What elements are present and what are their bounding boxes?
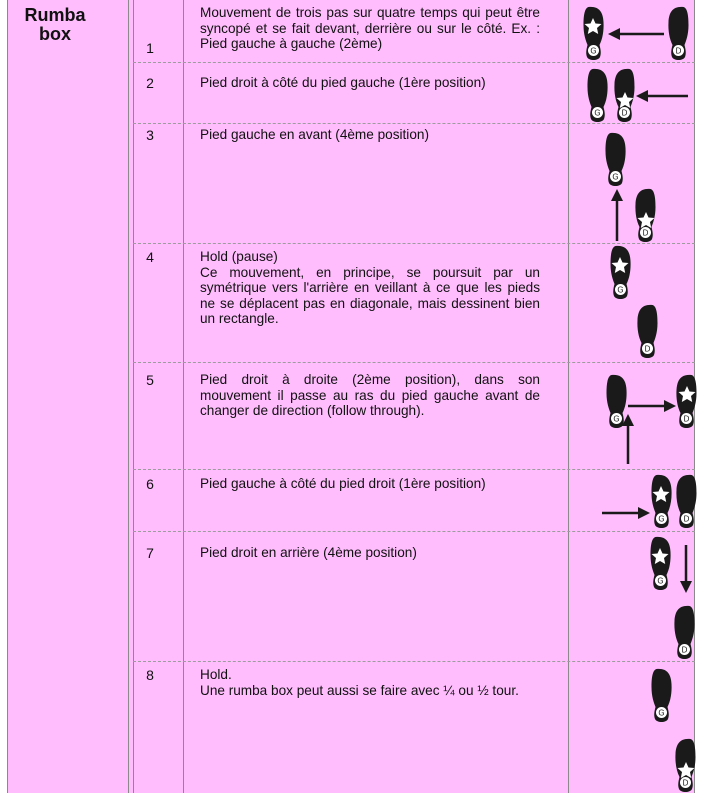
step-number: 1 [146,40,154,56]
left-foot-icon [652,475,672,528]
footwork-diagram-step-8 [572,661,688,793]
footwork-diagram-step-4 [572,243,688,362]
svg-text:G: G [590,46,597,56]
svg-text:G: G [658,708,665,718]
svg-text:G: G [612,172,619,182]
step-number: 4 [146,249,154,265]
step-description: Pied gauche en avant (4ème position) [200,127,429,142]
svg-text:D: D [675,46,682,56]
step-description: Pied droit à droite (2ème position), dans son mouvement il passe au ras du pied gauche avant de changer de direction (follow through). [200,372,540,418]
arrow-left-icon [636,90,688,102]
footwork-diagram-step-6 [572,469,688,531]
left-foot-icon [651,537,671,590]
step-number: 5 [146,372,154,388]
right-foot-icon [668,7,688,60]
footwork-diagram-step-2 [572,62,688,124]
svg-text:G: G [617,285,624,295]
left-foot-icon [607,375,627,428]
column-divider [183,0,184,793]
step-number: 2 [146,75,154,91]
arrow-right-icon [602,507,650,519]
right-foot-icon [674,606,694,659]
svg-text:D: D [682,778,689,788]
right-foot-icon [635,189,655,242]
left-foot-icon [606,133,626,186]
svg-text:D: D [644,344,651,354]
step-description: Mouvement de trois pas sur quatre temps qui peut être syncopé et se fait devant, derrière ou sur le côté. Ex. : Pied gauche à gauche (2ème) [200,5,540,51]
svg-text:G: G [613,414,620,424]
step-description: Pied droit à côté du pied gauche (1ère position) [200,75,486,90]
step-number: 7 [146,545,154,561]
footwork-diagram-step-1 [572,0,688,62]
right-foot-icon [676,375,696,428]
footwork-diagram-step-3 [572,123,688,243]
svg-text:G: G [657,576,664,586]
left-border [7,0,8,793]
svg-text:D: D [683,414,690,424]
right-foot-icon [637,305,657,358]
svg-text:D: D [681,645,688,655]
svg-text:D: D [642,228,649,238]
svg-text:D: D [683,514,690,524]
right-foot-icon [614,69,634,122]
footwork-diagram-step-5 [572,362,688,469]
column-divider [133,0,134,793]
dance-title: Rumba box [24,5,86,44]
left-foot-icon [588,69,608,122]
step-description: Pied gauche à côté du pied droit (1ère position) [200,476,486,491]
svg-text:G: G [658,514,665,524]
column-divider [568,0,569,793]
svg-text:D: D [621,108,628,118]
arrow-up-icon [611,189,623,241]
left-foot-icon [652,669,672,722]
arrow-left-icon [608,28,664,40]
arrow-up-right-icon [622,400,676,464]
svg-text:G: G [594,108,601,118]
step-description: Hold (pause) Ce mouvement, en principe, se poursuit par un symétrique vers l'arrière en veillant à ce que les pieds ne se déplacent pas en diagonale, mais dessinent bien un rectangle. [200,249,540,326]
column-divider [128,0,129,793]
right-foot-icon [675,739,695,792]
left-foot-icon [611,246,631,299]
footwork-diagram-step-7 [572,531,688,661]
step-number: 6 [146,476,154,492]
step-number: 3 [146,127,154,143]
right-foot-icon [676,475,696,528]
step-description: Hold. Une rumba box peut aussi se faire avec ¼ ou ½ tour. [200,667,519,698]
step-number: 8 [146,667,154,683]
step-description: Pied droit en arrière (4ème position) [200,545,417,560]
left-foot-icon [584,7,604,60]
